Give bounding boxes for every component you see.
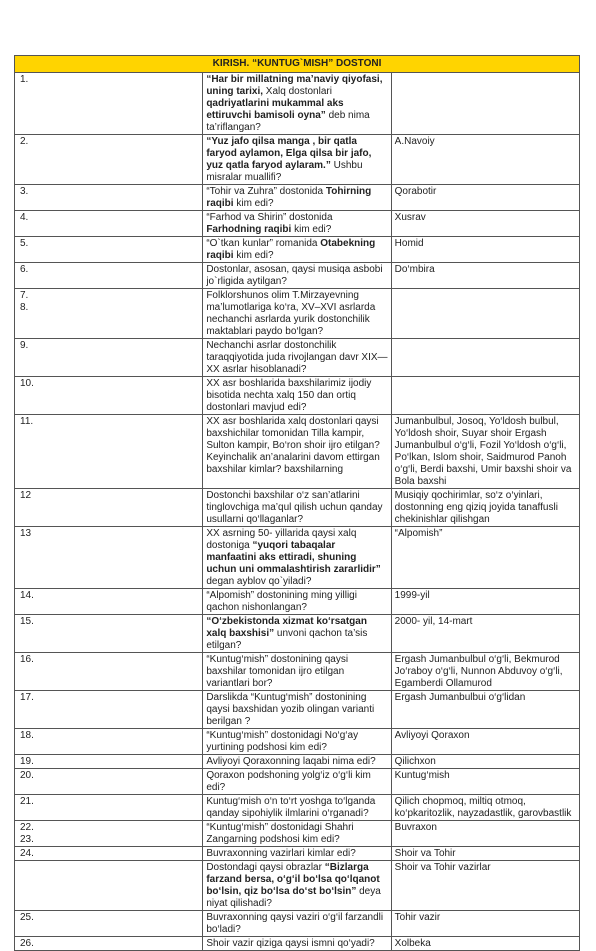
question-text xyxy=(203,339,391,377)
table-row xyxy=(15,185,580,211)
question-emphasis: “Har bir millatning ma’naviy qiyofasi, uning tarixi, xyxy=(206,74,383,97)
question-text xyxy=(203,911,391,937)
answer-text: Jumanbulbul, Josoq, Yo‘ldosh bulbul, Yo‘ldosh shoir, Suyar shoir Ergash Jumanbulbul o‘g‘li, Fozil Yo‘ldosh o‘g‘li, Po‘lkan, Islom shoir, Saidmurod Panoh o‘g‘li, Berdi baxshi, Umir baxshi shoir va Bola baxshi xyxy=(391,415,579,489)
table-row xyxy=(15,289,580,339)
question-number: 24. xyxy=(15,847,203,861)
question-fragment: Nechanchi asrlar dostonchilik taraqqiyotida juda rivojlangan davr XIX—XX asrlar hisoblanadi? xyxy=(206,340,388,375)
question-fragment: “Alpomish” dostonining ming yilligi qachon nishonlangan? xyxy=(206,590,357,613)
question-number: 5. xyxy=(15,237,203,263)
table-row xyxy=(15,263,580,289)
question-number: 16. xyxy=(15,653,203,691)
question-fragment: “Farhod va Shirin” dostonida xyxy=(206,212,333,223)
question-number: 15. xyxy=(15,615,203,653)
question-text xyxy=(203,847,391,861)
table-row xyxy=(15,377,580,415)
question-emphasis: “yuqori tabaqalar manfaatini aks ettiradi, shuning uchun uni ommalashtirish zararlidir” xyxy=(206,540,381,575)
answer-text: Qorabotir xyxy=(391,185,579,211)
question-text xyxy=(203,527,391,589)
answer-text: Tohir vazir xyxy=(391,911,579,937)
answer-text xyxy=(391,73,579,135)
table-row xyxy=(15,691,580,729)
question-fragment: unvoni qachon ta’sis etilgan? xyxy=(206,628,368,651)
question-text xyxy=(203,135,391,185)
table-row xyxy=(15,911,580,937)
question-fragment: Folklorshunos olim T.Mirzayevning ma’lumotlariga ko‘ra, XV–XVI asrlarda nechanchi asrlarda yurik dostonchilik maktablari paydo bo‘lgan? xyxy=(206,290,376,337)
answer-text: Ergash Jumanbulbui o‘g‘lidan xyxy=(391,691,579,729)
question-fragment: Dostonchi baxshilar o‘z san’atlarini tinglovchiga ma’qul qilish uchun qanday usullarni qo‘llaganlar? xyxy=(206,490,383,525)
question-number: 14. xyxy=(15,589,203,615)
question-text xyxy=(203,415,391,489)
question-number: 11. xyxy=(15,415,203,489)
question-number xyxy=(15,861,203,911)
answer-text: A.Navoiy xyxy=(391,135,579,185)
question-text xyxy=(203,691,391,729)
question-number: 1. xyxy=(15,73,203,135)
answer-text: Buvraxon xyxy=(391,821,579,847)
answer-text: Qilich chopmoq, miltiq otmoq, ko‘pkaritozlik, nayzadastlik, garovbastlik xyxy=(391,795,579,821)
question-text xyxy=(203,489,391,527)
question-fragment: “Kuntug‘mish” dostonining qaysi baxshilar tomonidan ijro etilgan variantlari bor? xyxy=(206,654,349,689)
question-emphasis: qadriyatlarini mukammal aks ettiruvchi bamisoli oyna” xyxy=(206,98,344,121)
table-row xyxy=(15,755,580,769)
question-number: 17. xyxy=(15,691,203,729)
answer-text: Homid xyxy=(391,237,579,263)
answer-text: Qilichxon xyxy=(391,755,579,769)
question-text xyxy=(203,211,391,237)
question-number: 7. 8. xyxy=(15,289,203,339)
question-number: 6. xyxy=(15,263,203,289)
question-fragment: Xalq dostonlari xyxy=(265,86,332,97)
quiz-table xyxy=(14,55,580,951)
question-fragment: Buvraxonning qaysi vaziri o‘g‘il farzandli bo‘ladi? xyxy=(206,912,384,935)
table-row xyxy=(15,415,580,489)
answer-text xyxy=(391,377,579,415)
question-fragment: Dostondagi qaysi obrazlar xyxy=(206,862,325,873)
quiz-sheet xyxy=(14,55,580,951)
question-number: 13 xyxy=(15,527,203,589)
table-row xyxy=(15,237,580,263)
answer-text: 1999-yil xyxy=(391,589,579,615)
question-text xyxy=(203,185,391,211)
question-text xyxy=(203,755,391,769)
answer-text: 2000- yil, 14-mart xyxy=(391,615,579,653)
question-fragment: deya niyat qilishadi? xyxy=(206,886,381,909)
table-row xyxy=(15,847,580,861)
question-text xyxy=(203,795,391,821)
question-text xyxy=(203,73,391,135)
question-fragment: Ushbu misralar muallifi? xyxy=(206,160,363,183)
question-number: 3. xyxy=(15,185,203,211)
question-number: 12 xyxy=(15,489,203,527)
question-number: 26. xyxy=(15,937,203,951)
answer-text: Ergash Jumanbulbul o‘g‘li, Bekmurod Jo‘raboy o‘g‘li, Nunnon Abduvoy o‘g‘li, Egamberdi Ollamurod xyxy=(391,653,579,691)
question-number: 21. xyxy=(15,795,203,821)
table-row xyxy=(15,339,580,377)
answer-text: Avliyoyi Qoraxon xyxy=(391,729,579,755)
table-row xyxy=(15,73,580,135)
question-text xyxy=(203,289,391,339)
answer-text: Shoir va Tohir vazirlar xyxy=(391,861,579,911)
question-emphasis: “O‘zbekistonda xizmat ko‘rsatgan xalq baxshisi” xyxy=(206,616,367,639)
table-row xyxy=(15,211,580,237)
answer-text: Kuntug‘mish xyxy=(391,769,579,795)
question-text xyxy=(203,237,391,263)
question-fragment: kim edi? xyxy=(233,198,274,209)
question-number: 2. xyxy=(15,135,203,185)
question-fragment: degan ayblov qo`yiladi? xyxy=(206,576,312,587)
question-fragment: “Kuntug‘mish” dostonidagi Shahri Zangarning podshosi kim edi? xyxy=(206,822,354,845)
question-text xyxy=(203,937,391,951)
question-fragment: Buvraxonning vazirlari kimlar edi? xyxy=(206,848,356,859)
answer-text: Xusrav xyxy=(391,211,579,237)
question-fragment: XX asrning 50- yillarida qaysi xalq dostoniga xyxy=(206,528,357,551)
table-row xyxy=(15,489,580,527)
question-text xyxy=(203,589,391,615)
question-fragment: XX asr boshlarida xalq dostonlari qaysi baxshichilar tomonidan Tilla kampir, Sulton kampir, Bo‘ron shoir ijro etilgan? Keyinchalik an’analarini davom ettirgan baxshilar kimlar? baxshilarning xyxy=(206,416,380,475)
question-emphasis: “Bizlarga farzand bersa, o‘g‘il bo‘lsa qo‘lqanot bo‘lsin, qiz bo‘lsa do‘st bo‘lsin” xyxy=(206,862,380,897)
question-number: 18. xyxy=(15,729,203,755)
question-fragment: Kuntug‘mish o‘n to‘rt yoshga to‘lganda qanday sipohiylik ilmlarini o‘rganadi? xyxy=(206,796,376,819)
table-row xyxy=(15,589,580,615)
question-fragment: XX asr boshlarida baxshilarimiz ijodiy bisotida nechta xalq 150 dan ortiq dostonlari mavjud edi? xyxy=(206,378,372,413)
table-row xyxy=(15,527,580,589)
question-fragment: “O`tkan kunlar” romanida xyxy=(206,238,321,249)
table-row xyxy=(15,769,580,795)
answer-text: Shoir va Tohir xyxy=(391,847,579,861)
answer-text: Xolbeka xyxy=(391,937,579,951)
question-fragment: Darslikda “Kuntug‘mish” dostonining qaysi baxshidan yozib olingan varianti berilgan ? xyxy=(206,692,375,727)
question-emphasis: “Yuz jafo qilsa manga , bir qatla faryod aylamon, Elga qilsa bir jafo, yuz qatla faryod aylaram.” xyxy=(206,136,372,171)
question-fragment: Dostonlar, asosan, qaysi musiqa asbobi jo`rligida aytilgan? xyxy=(206,264,383,287)
answer-text xyxy=(391,289,579,339)
question-number: 9. xyxy=(15,339,203,377)
question-text xyxy=(203,653,391,691)
answer-text: Musiqiy qochirimlar, so‘z o‘yinlari, dostonning eng qiziq joyida tanaffusli chekinishlar qilishgan xyxy=(391,489,579,527)
question-number: 4. xyxy=(15,211,203,237)
question-number: 19. xyxy=(15,755,203,769)
question-fragment: “Kuntug‘mish” dostonidagi No‘g‘ay yurtining podshosi kim edi? xyxy=(206,730,359,753)
question-fragment: “Tohir va Zuhra” dostonida xyxy=(206,186,326,197)
question-text xyxy=(203,615,391,653)
table-title: KIRISH. “KUNTUG`MISH” DOSTONI xyxy=(15,56,580,73)
answer-text xyxy=(391,339,579,377)
question-text xyxy=(203,377,391,415)
question-number: 22. 23. xyxy=(15,821,203,847)
table-header-row xyxy=(15,56,580,73)
question-text xyxy=(203,861,391,911)
question-number: 20. xyxy=(15,769,203,795)
table-row xyxy=(15,861,580,911)
table-row xyxy=(15,135,580,185)
answer-text: “Alpomish” xyxy=(391,527,579,589)
question-number: 25. xyxy=(15,911,203,937)
question-text xyxy=(203,729,391,755)
question-fragment: Qoraxon podshoning yolg‘iz o‘g‘li kim edi? xyxy=(206,770,371,793)
question-emphasis: Otabekning raqibi xyxy=(206,238,376,261)
question-fragment: kim edi? xyxy=(233,250,274,261)
table-row xyxy=(15,937,580,951)
question-fragment: deb nima ta’riflangan? xyxy=(206,110,370,133)
table-row xyxy=(15,729,580,755)
table-row xyxy=(15,795,580,821)
question-emphasis: Tohirning raqibi xyxy=(206,186,372,209)
question-fragment: kim edi? xyxy=(291,224,332,235)
question-text xyxy=(203,769,391,795)
table-row xyxy=(15,653,580,691)
question-text xyxy=(203,263,391,289)
question-fragment: Shoir vazir qiziga qaysi ismni qo‘yadi? xyxy=(206,938,375,949)
answer-text: Do‘mbira xyxy=(391,263,579,289)
table-row xyxy=(15,615,580,653)
question-emphasis: Farhodning raqibi xyxy=(206,224,292,235)
question-fragment: Avliyoyi Qoraxonning laqabi nima edi? xyxy=(206,756,376,767)
question-number: 10. xyxy=(15,377,203,415)
